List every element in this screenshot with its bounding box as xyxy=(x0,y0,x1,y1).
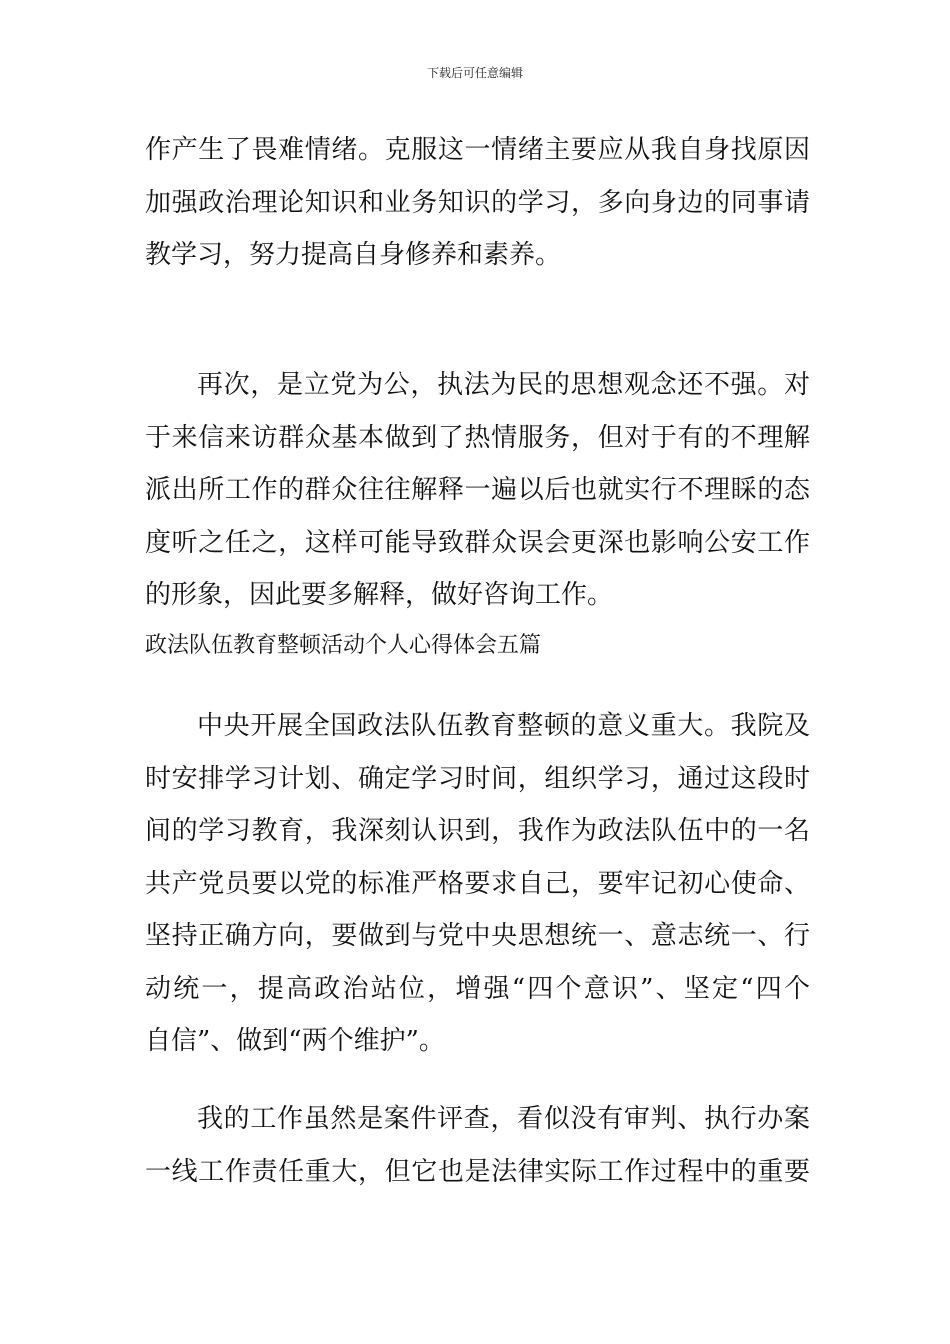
text-line: 于来信来访群众基本做到了热情服务，但对于有的不理解 xyxy=(145,422,810,453)
text-line: 坚持正确方向，要做到与党中央思想统一、意志统一、行 xyxy=(145,921,810,951)
text-line: 自信”、做到“两个维护”。 xyxy=(145,1026,445,1056)
text-line: 我的工作虽然是案件评查，看似没有审判、执行办案 xyxy=(197,1104,810,1134)
text-line: 教学习，努力提高自身修养和素养。 xyxy=(145,240,562,270)
text-line: 时安排学习计划、确定学习时间，组织学习，通过这段时 xyxy=(145,763,810,794)
text-line: 间的学习教育，我深刻认识到，我作为政法队伍中的一名 xyxy=(145,816,810,846)
text-line: 的形象，因此要多解释，做好咨询工作。 xyxy=(145,580,614,610)
text-line: 加强政治理论知识和业务知识的学习，多向身边的同事请 xyxy=(145,187,810,218)
text-line: 一线工作责任重大，但它也是法律实际工作过程中的重要 xyxy=(145,1156,810,1187)
text-line: 动统一，提高政治站位，增强“四个意识”、坚定“四个 xyxy=(145,973,810,1004)
text-line: 度听之任之，这样可能导致群众误会更深也影响公安工作 xyxy=(145,527,810,558)
text-line: 作产生了畏难情绪。克服这一情绪主要应从我自身找原因 xyxy=(145,135,810,165)
page-header: 下载后可任意编辑 xyxy=(426,66,523,80)
paragraph-case-review xyxy=(145,1093,810,1198)
text-line: 派出所工作的群众往往解释一遍以后也就实行不理睬的态 xyxy=(145,475,810,505)
paragraph-significance xyxy=(145,700,810,1068)
text-line: 共产党员要以党的标准严格要求自己，要牢记初心使命、 xyxy=(145,868,810,899)
text-line: 中央开展全国政法队伍教育整顿的意义重大。我院及 xyxy=(197,711,810,741)
paragraph-ideology xyxy=(145,359,810,622)
section-title: 政法队伍教育整顿活动个人心得体会五篇 xyxy=(145,633,542,658)
paragraph-continuation xyxy=(145,124,810,282)
text-line: 再次，是立党为公，执法为民的思想观念还不强。对 xyxy=(197,370,810,400)
